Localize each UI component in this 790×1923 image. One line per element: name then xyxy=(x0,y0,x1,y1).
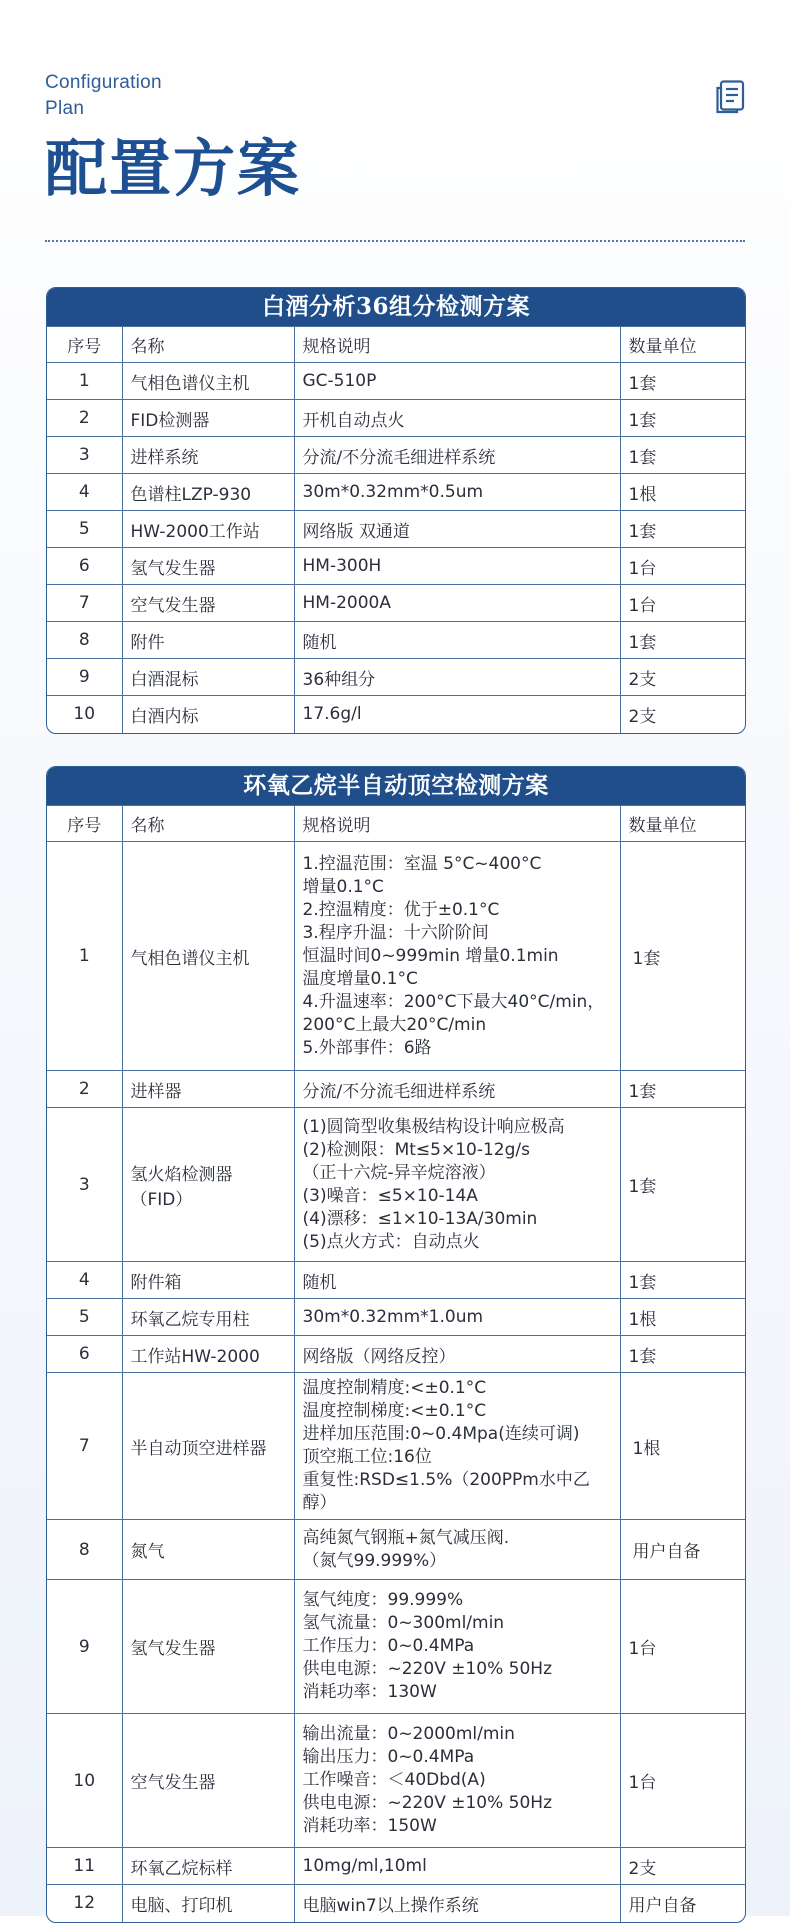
table-row xyxy=(47,1373,745,1520)
config-table xyxy=(47,326,745,733)
spec-line: HM-2000A xyxy=(302,593,391,613)
table-row xyxy=(47,1580,745,1714)
item-spec xyxy=(294,511,620,548)
item-name: FID检测器 xyxy=(122,400,294,437)
spec-line: 30m*0.32mm*0.5um xyxy=(302,482,484,502)
item-spec xyxy=(294,363,620,400)
table-row xyxy=(47,511,745,548)
table-title: 环氧乙烷半自动顶空检测方案 xyxy=(47,767,745,805)
item-quantity: 1套 xyxy=(620,1108,745,1262)
item-spec xyxy=(294,585,620,622)
table-row xyxy=(47,1108,745,1262)
row-number: 7 xyxy=(47,585,122,622)
table-row xyxy=(47,1071,745,1108)
header-name: 名称 xyxy=(122,806,294,842)
row-number: 9 xyxy=(47,659,122,696)
row-number: 12 xyxy=(47,1885,122,1922)
table-title: 白酒分析36组分检测方案 xyxy=(47,288,745,326)
item-quantity: 1台 xyxy=(620,585,745,622)
item-quantity: 1台 xyxy=(620,1580,745,1714)
item-quantity: 1根 xyxy=(620,1373,745,1520)
item-name: 电脑、打印机 xyxy=(122,1885,294,1922)
header-name: 名称 xyxy=(122,327,294,363)
item-quantity: 1套 xyxy=(620,400,745,437)
table-row xyxy=(47,1520,745,1580)
table-body xyxy=(47,842,745,1922)
spec-line: 恒温时间0~999min 增量0.1min xyxy=(302,945,559,966)
spec-line: 17.6g/l xyxy=(302,704,362,725)
row-number: 9 xyxy=(47,1580,122,1714)
table-row xyxy=(47,696,745,733)
spec-line: 重复性:RSD≤1.5%（200PPm水中乙醇） xyxy=(302,1470,590,1513)
item-quantity: 1套 xyxy=(620,1071,745,1108)
table-row xyxy=(47,400,745,437)
spec-line: 工作噪音：＜40Dbd(A) xyxy=(302,1770,486,1790)
spec-line: 3.程序升温：十六阶阶间 xyxy=(302,922,489,943)
row-number: 6 xyxy=(47,548,122,585)
spec-line: 温度控制梯度:<±0.1°C xyxy=(302,1401,487,1421)
item-spec xyxy=(294,659,620,696)
item-name: 氢气发生器 xyxy=(122,1580,294,1714)
item-name: 氢火焰检测器（FID） xyxy=(122,1108,294,1262)
spec-line: 随机 xyxy=(302,632,337,653)
item-spec xyxy=(294,400,620,437)
header-qty: 数量单位 xyxy=(620,806,745,842)
table-row xyxy=(47,1714,745,1848)
table-row xyxy=(47,548,745,585)
item-spec xyxy=(294,622,620,659)
config-table xyxy=(47,805,745,1922)
item-spec xyxy=(294,474,620,511)
spec-line: （正十六烷-异辛烷溶液） xyxy=(302,1162,496,1183)
item-quantity: 用户自备 xyxy=(620,1885,745,1922)
item-quantity: 1台 xyxy=(620,548,745,585)
spec-line: 工作压力：0~0.4MPa xyxy=(302,1636,475,1656)
spec-line: (2)检测限：Mt≤5×10-12g/s xyxy=(302,1139,530,1160)
table-row xyxy=(47,842,745,1071)
item-name: 附件 xyxy=(122,622,294,659)
spec-line: 1.控温范围：室温 5°C~400°C xyxy=(302,853,542,874)
item-name: 进样器 xyxy=(122,1071,294,1108)
table-body xyxy=(47,363,745,733)
item-name: 氮气 xyxy=(122,1520,294,1580)
table-row xyxy=(47,1336,745,1373)
item-spec xyxy=(294,1262,620,1299)
header-qty: 数量单位 xyxy=(620,327,745,363)
item-name: 环氧乙烷专用柱 xyxy=(122,1299,294,1336)
item-spec xyxy=(294,437,620,474)
spec-line: 4.升温速率：200°C下最大40°C/min， xyxy=(302,991,605,1012)
table-row xyxy=(47,659,745,696)
header-no: 序号 xyxy=(47,327,122,363)
spec-line: (1)圆筒型收集极结构设计响应极高 xyxy=(302,1116,565,1137)
item-quantity: 1套 xyxy=(620,1262,745,1299)
item-quantity: 2支 xyxy=(620,659,745,696)
item-name: 空气发生器 xyxy=(122,585,294,622)
item-quantity: 1套 xyxy=(620,437,745,474)
spec-line: 200°C上最大20°C/min xyxy=(302,1014,487,1035)
spec-line: (3)噪音：≤5×10-14A xyxy=(302,1185,478,1206)
header-spec: 规格说明 xyxy=(294,327,620,363)
item-quantity: 用户自备 xyxy=(620,1520,745,1580)
spec-line: 进样加压范围:0~0.4Mpa(连续可调) xyxy=(302,1424,580,1444)
item-spec xyxy=(294,696,620,733)
row-number: 1 xyxy=(47,363,122,400)
table-row xyxy=(47,1299,745,1336)
table-row xyxy=(47,1848,745,1885)
spec-line: 输出流量：0~2000ml/min xyxy=(302,1724,515,1744)
spec-line: (5)点火方式：自动点火 xyxy=(302,1231,480,1252)
spec-line: (4)漂移：≤1×10-13A/30min xyxy=(302,1208,538,1229)
header-divider xyxy=(45,240,745,242)
item-quantity: 1套 xyxy=(620,1336,745,1373)
spec-line: 分流/不分流毛细进样系统 xyxy=(302,447,496,468)
page-title: 配置方案 xyxy=(45,132,302,205)
spec-line: 10mg/ml,10ml xyxy=(302,1856,427,1876)
item-name: 环氧乙烷标样 xyxy=(122,1848,294,1885)
item-spec xyxy=(294,1580,620,1714)
row-number: 4 xyxy=(47,474,122,511)
item-name: 半自动顶空进样器 xyxy=(122,1373,294,1520)
item-name: 色谱柱LZP-930 xyxy=(122,474,294,511)
row-number: 6 xyxy=(47,1336,122,1373)
spec-line: 随机 xyxy=(302,1272,337,1293)
title-en-line1: Configuration xyxy=(45,72,162,93)
item-spec xyxy=(294,1071,620,1108)
item-spec xyxy=(294,1336,620,1373)
liquor-analysis-table-card xyxy=(46,287,746,734)
spec-line: GC-510P xyxy=(302,371,377,391)
item-name: 白酒混标 xyxy=(122,659,294,696)
spec-line: 氢气纯度：99.999% xyxy=(302,1590,464,1610)
item-spec xyxy=(294,1520,620,1580)
table-row xyxy=(47,363,745,400)
spec-line: 网络版 双通道 xyxy=(302,521,410,542)
item-quantity: 1套 xyxy=(620,511,745,548)
item-quantity: 2支 xyxy=(620,1848,745,1885)
item-name: 附件箱 xyxy=(122,1262,294,1299)
document-list-icon xyxy=(715,80,745,114)
spec-line: 开机自动点火 xyxy=(302,410,405,431)
spec-line: 温度增量0.1°C xyxy=(302,968,418,989)
table-row xyxy=(47,474,745,511)
spec-line: 消耗功率：130W xyxy=(302,1682,437,1702)
item-spec xyxy=(294,842,620,1071)
item-name: 空气发生器 xyxy=(122,1714,294,1848)
spec-line: 供电电源：~220V ±10% 50Hz xyxy=(302,1793,552,1813)
header-no: 序号 xyxy=(47,806,122,842)
item-quantity: 1套 xyxy=(620,363,745,400)
item-name: 气相色谱仪主机 xyxy=(122,842,294,1071)
spec-line: 分流/不分流毛细进样系统 xyxy=(302,1081,496,1102)
item-quantity: 1套 xyxy=(620,622,745,659)
spec-line: 消耗功率：150W xyxy=(302,1816,437,1836)
item-name: HW-2000工作站 xyxy=(122,511,294,548)
item-name: 氢气发生器 xyxy=(122,548,294,585)
page-header xyxy=(45,70,745,206)
row-number: 7 xyxy=(47,1373,122,1520)
row-number: 2 xyxy=(47,1071,122,1108)
table-row xyxy=(47,1262,745,1299)
item-spec xyxy=(294,1714,620,1848)
spec-line: 输出压力：0~0.4MPa xyxy=(302,1747,475,1767)
spec-line: HM-300H xyxy=(302,556,382,576)
item-quantity: 1套 xyxy=(620,842,745,1071)
spec-line: 36种组分 xyxy=(302,669,376,690)
item-name: 工作站HW-2000 xyxy=(122,1336,294,1373)
table-row xyxy=(47,585,745,622)
table-row xyxy=(47,622,745,659)
item-quantity: 2支 xyxy=(620,696,745,733)
title-en-line2: Plan xyxy=(45,98,85,119)
spec-line: 供电电源：~220V ±10% 50Hz xyxy=(302,1659,552,1679)
spec-line: 网络版（网络反控） xyxy=(302,1346,456,1367)
spec-line: 电脑win7以上操作系统 xyxy=(302,1895,479,1916)
row-number: 3 xyxy=(47,437,122,474)
item-name: 白酒内标 xyxy=(122,696,294,733)
header-spec: 规格说明 xyxy=(294,806,620,842)
row-number: 5 xyxy=(47,511,122,548)
item-quantity: 1台 xyxy=(620,1714,745,1848)
row-number: 10 xyxy=(47,696,122,733)
row-number: 4 xyxy=(47,1262,122,1299)
item-spec xyxy=(294,1373,620,1520)
row-number: 5 xyxy=(47,1299,122,1336)
item-quantity: 1根 xyxy=(620,1299,745,1336)
row-number: 11 xyxy=(47,1848,122,1885)
item-name: 进样系统 xyxy=(122,437,294,474)
item-spec xyxy=(294,1848,620,1885)
row-number: 1 xyxy=(47,842,122,1071)
row-number: 10 xyxy=(47,1714,122,1848)
spec-line: 增量0.1°C xyxy=(302,876,384,897)
table-row xyxy=(47,437,745,474)
item-name: 气相色谱仪主机 xyxy=(122,363,294,400)
spec-line: 2.控温精度：优于±0.1°C xyxy=(302,899,500,920)
spec-line: 5.外部事件：6路 xyxy=(302,1037,432,1058)
ethylene-oxide-table-card xyxy=(46,766,746,1923)
spec-line: 30m*0.32mm*1.0um xyxy=(302,1307,484,1327)
spec-line: 顶空瓶工位:16位 xyxy=(302,1447,432,1467)
item-quantity: 1根 xyxy=(620,474,745,511)
spec-line: 氢气流量：0~300ml/min xyxy=(302,1613,505,1633)
item-spec xyxy=(294,1108,620,1262)
spec-line: （氮气99.999%） xyxy=(302,1550,447,1571)
row-number: 8 xyxy=(47,622,122,659)
item-spec xyxy=(294,548,620,585)
row-number: 3 xyxy=(47,1108,122,1262)
row-number: 2 xyxy=(47,400,122,437)
item-spec xyxy=(294,1299,620,1336)
spec-line: 高纯氮气钢瓶+氮气减压阀. xyxy=(302,1527,510,1548)
row-number: 8 xyxy=(47,1520,122,1580)
spec-line: 温度控制精度:<±0.1°C xyxy=(302,1378,487,1398)
